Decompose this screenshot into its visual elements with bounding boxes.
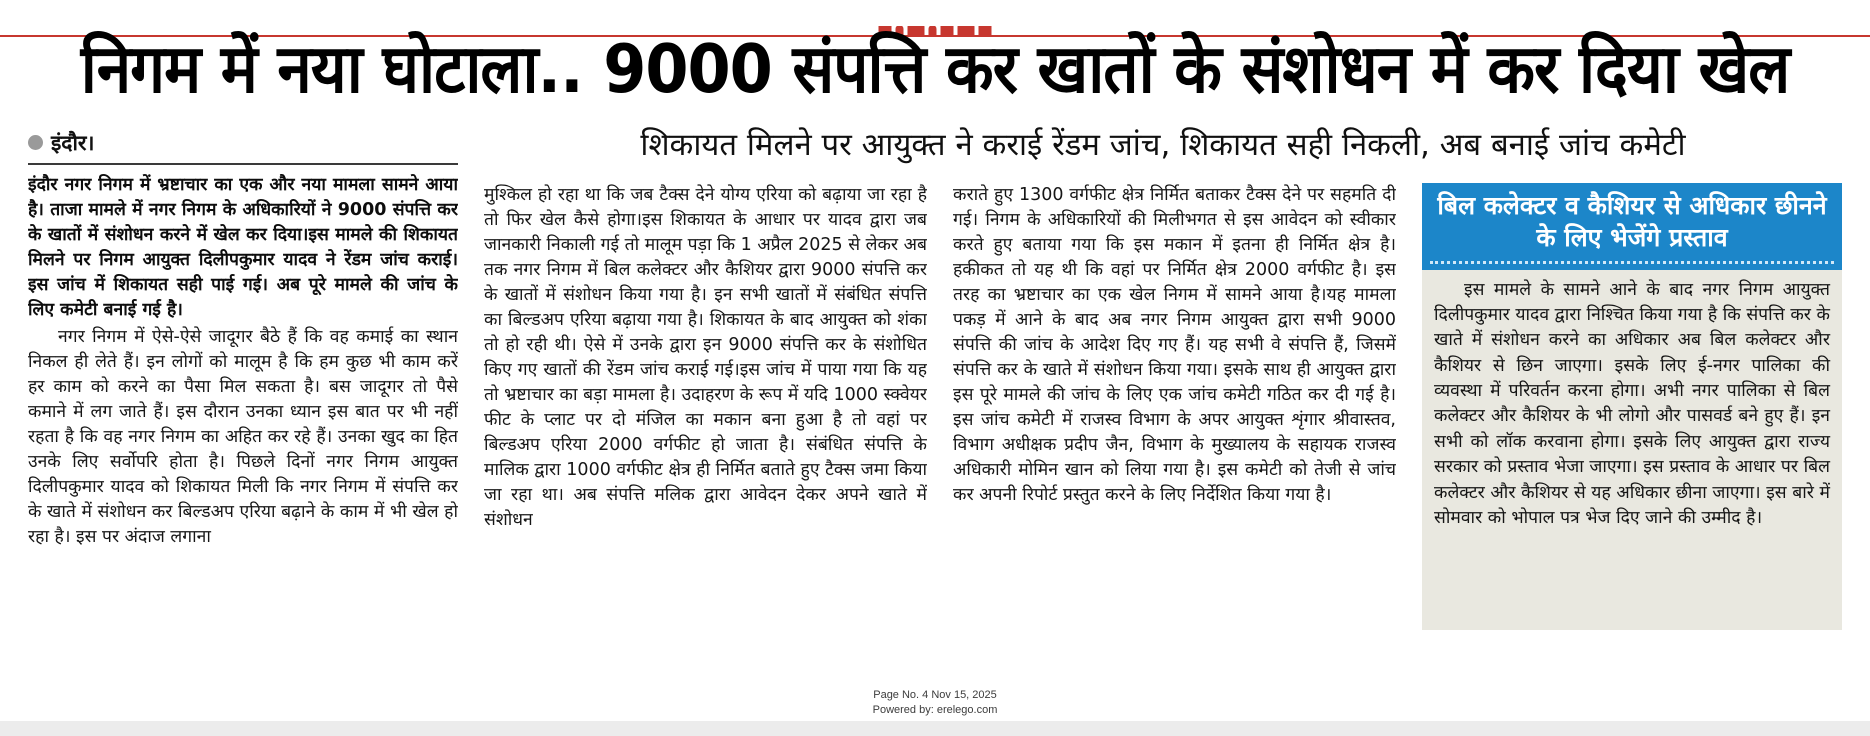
byline <box>28 125 458 163</box>
sidebar-box-title: बिल कलेक्टर व कैशियर से अधिकार छीनने के लिए भेजेंगे प्रस्ताव <box>1437 190 1827 253</box>
footer-powered-by: Powered by: erelego.com <box>872 704 998 717</box>
sidebar-box-body: इस मामले के सामने आने के बाद नगर निगम आयुक्त दिलीपकुमार यादव द्वारा निश्चित किया गया है कि संपत्ति कर के खाते में संशोधन करने का अधिकार अब बिल कलेक्टर और कैशियर से छिन जाएगा। इसके लिए ई-नगर पालिका की व्यवस्था में परिवर्तन करना होगा। अभी नगर पालिका से बिल कलेक्टर और कैशियर के भी लोगो और पासवर्ड बने हुए हैं। इन सभी को लॉक करवाना होगा। इसके लिए आयुक्त द्वारा राज्य सरकार को प्रस्ताव भेजा जाएगा। इस प्रस्ताव के आधार पर बिल कलेक्टर और कैशियर से यह अधिकार छीना जाएगा। इस बारे में सोमवार को भोपाल पत्र भेज दिए जाने की उम्मीद है। <box>1422 270 1842 630</box>
article-body <box>28 125 1842 630</box>
footer-page-info: Page No. 4 Nov 15, 2025 <box>873 689 997 702</box>
bottom-gray-bar <box>0 721 1870 736</box>
byline-location: इंदौर। <box>51 130 95 155</box>
byline-bullet-icon <box>28 135 43 150</box>
paragraph: मुश्किल हो रहा था कि जब टैक्स देने योग्य एरिया को बढ़ाया जा रहा है तो फिर खेल कैसे होगा।इस शिकायत के आधार पर यादव द्वारा जब जानकारी निकाली गई तो मालूम पड़ा कि 1 अप्रैल 2025 से लेकर अब तक नगर निगम में बिल कलेक्टर और कैशियर द्वारा 9000 संपत्ति कर के खातों में संशोधन किया गया है। इन सभी खातों में संबंधित संपत्ति का बिल्डअप एरिया बढ़ाया गया है। शिकायत के बाद आयुक्त को शंका तो हो रही थी। ऐसे में उनके द्वारा इन 9000 संपत्ति कर के संशोधित किए गए खातों की रेंडम जांच कराई गई।इस जांच में पाया गया कि यह तो भ्रष्टाचार का बड़ा मामला है। उदाहरण के रूप में यदि 1000 स्क्वेयर फीट के प्लाट पर दो मंजिल का मकान बना हुआ है तो वहां पर बिल्डअप एरिया 2000 वर्गफीट हो जाता है। संबंधित संपत्ति के मालिक द्वारा 1000 वर्गफीट क्षेत्र ही निर्मित बताते हुए टैक्स जमा किया जा रहा था। अब संपत्ति मलिक द्वारा आवेदन देकर अपने खाते में संशोधन <box>484 184 927 530</box>
newspaper-page <box>0 26 1870 736</box>
sidebar-box <box>1422 183 1842 630</box>
page-title: निगम में नया घोटाला.. 9000 संपत्ति कर खातों के संशोधन में कर दिया खेल <box>80 29 1790 109</box>
columns-row <box>484 183 1842 630</box>
sidebar-box-header <box>1422 183 1842 270</box>
subheadline: शिकायत मिलने पर आयुक्त ने कराई रेंडम जांच, शिकायत सही निकली, अब बनाई जांच कमेटी <box>640 126 1686 163</box>
byline-divider <box>28 163 458 165</box>
lead-paragraph: इंदौर नगर निगम में भ्रष्टाचार का एक और नया मामला सामने आया है। ताजा मामले में नगर निगम के अधिकारियों ने 9000 संपत्ति कर के खातों में संशोधन करने में खेल कर दिया।इस मामले की शिकायत मिलने पर निगम आयुक्त दिलीपकुमार यादव ने रेंडम जांच कराई। इस जांच में शिकायत सही पाई गई। अब पूरे मामले की जांच के लिए कमेटी बनाई गई है। <box>28 174 458 320</box>
paragraph: कराते हुए 1300 वर्गफीट क्षेत्र निर्मित बताकर टैक्स देने पर सहमति दी गई। निगम के अधिकारियों की मिलीभगत से इस आवेदन को स्वीकार करते हुए बताया गया कि इस मकान में इतना ही निर्मित क्षेत्र है। हकीकत तो यह थी कि वहां पर निर्मित क्षेत्र 2000 वर्गफीट है। इस तरह का भ्रष्टाचार का एक खेल निगम में सामने आया है।यह मामला पकड़ में आने के बाद अब नगर निगम आयुक्त द्वारा सभी 9000 संपत्ति की जांच के आदेश दिए गए हैं। यह सभी वे संपत्ति हैं, जिसमें संपत्ति कर के खाते में संशोधन किया गया। इसके साथ ही आयुक्त द्वारा इस पूरे मामले की जांच के लिए एक जांच कमेटी गठित कर दी गई है। इस जांच कमेटी में राजस्व विभाग के अपर आयुक्त शृंगार श्रीवास्तव, विभाग अधीक्षक प्रदीप जैन, विभाग के मुख्यालय के सहायक राजस्व अधिकारी मोमिन खान को लिया गया है। इस कमेटी को तेजी से जांच कर अपनी रिपोर्ट प्रस्तुत करने के लिए निर्देशित किया गया है। <box>953 184 1396 505</box>
article-column-3 <box>953 183 1396 630</box>
sidebar-box-dotted-divider <box>1430 261 1834 264</box>
article-right-region <box>484 125 1842 630</box>
article-column-2 <box>484 183 927 630</box>
paragraph: नगर निगम में ऐसे-ऐसे जादूगर बैठे हैं कि वह कमाई का स्थान निकल ही लेते हैं। इन लोगों को मालूम है कि हम कुछ भी काम करें हर काम को करने का पैसा मिल सकता है। बस जादूगर तो पैसे कमाने में लग जाते हैं। इस दौरान उनका ध्यान इस बात पर भी नहीं रहता है कि वह नगर निगम का अहित कर रहे हैं। उनका खुद का हित उनके लिए सर्वोपरि होता है। पिछले दिनों नगर निगम आयुक्त दिलीपकुमार यादव को शिकायत मिली कि नगर निगम में संपत्ति कर के खाते में संशोधन कर बिल्डअप एरिया बढ़ाने के काम में भी खेल हो रहा है। इस पर अंदाज लगाना <box>28 326 458 547</box>
article-column-1 <box>28 125 458 630</box>
page-footer <box>0 688 1870 718</box>
